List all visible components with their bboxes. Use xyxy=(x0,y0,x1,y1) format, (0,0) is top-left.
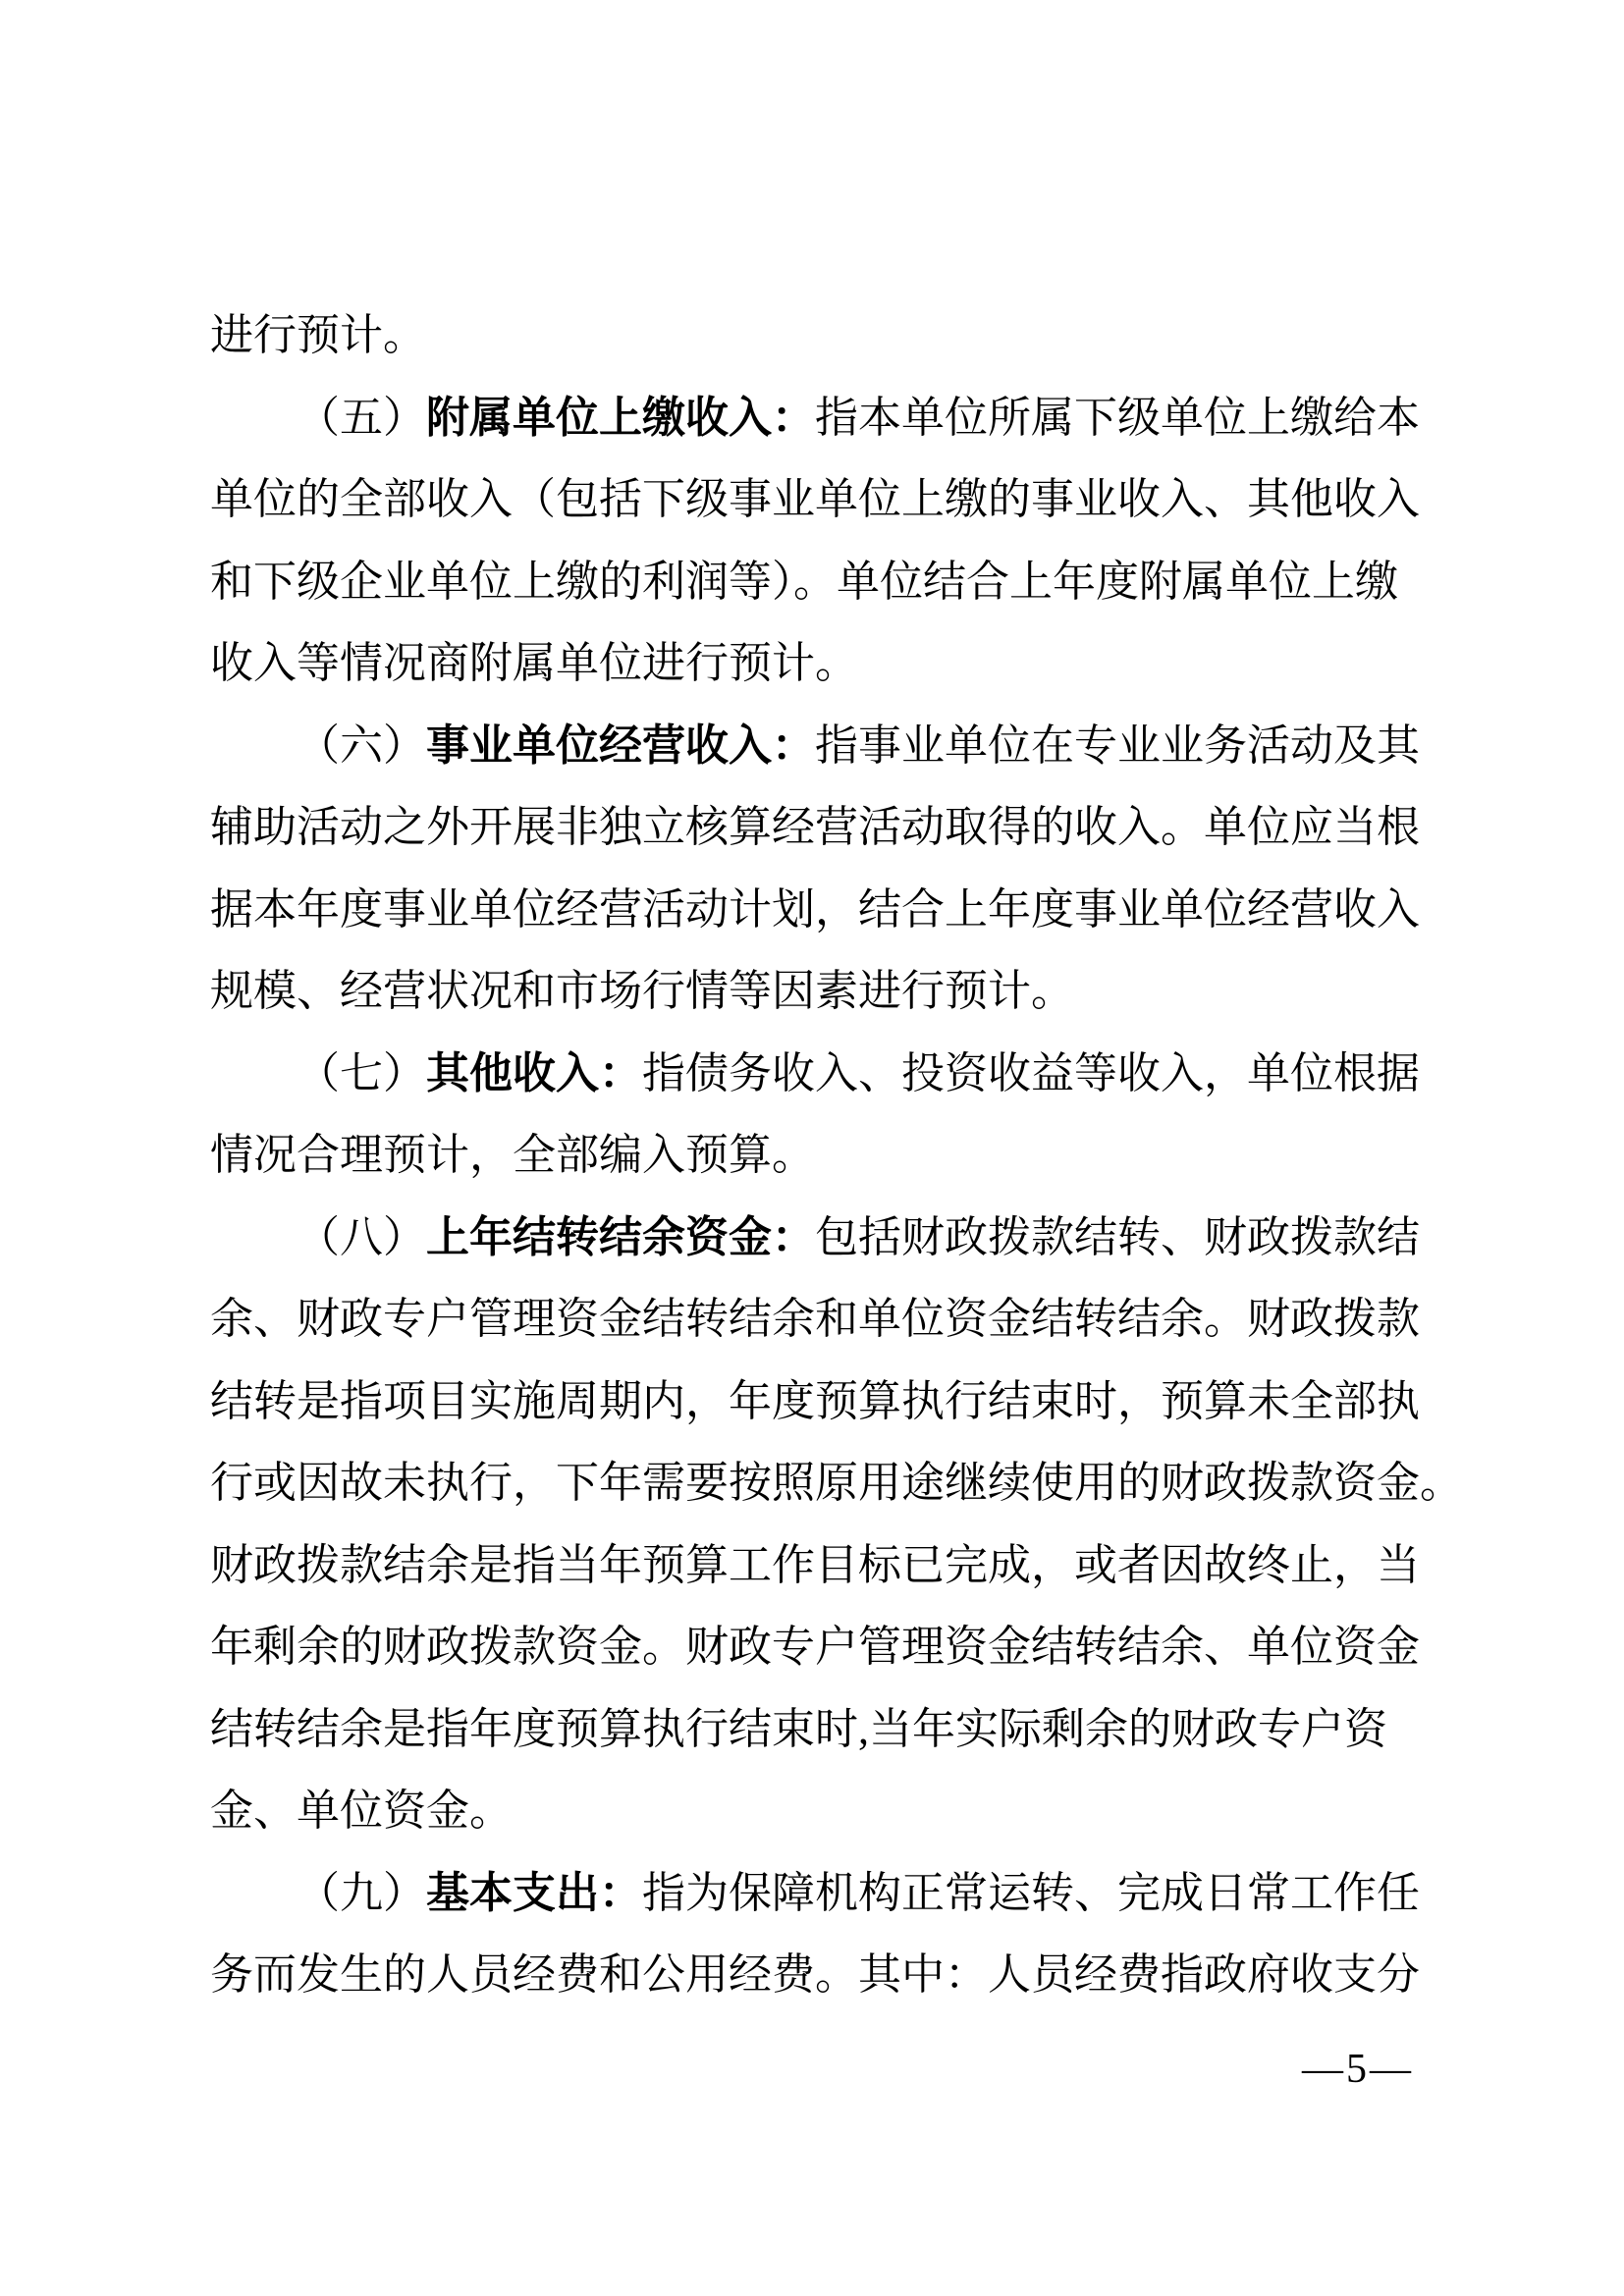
document-body xyxy=(210,294,1463,2016)
text-line xyxy=(210,1361,1437,1443)
body-text: 务而发生的人员经费和公用经费。其中：人员经费指政府收支分 xyxy=(210,1950,1420,1999)
text-line xyxy=(210,869,1437,951)
text-line xyxy=(210,1524,1437,1607)
body-text: 单位的全部收入（包括下级事业单位上缴的事业收入、其他收入 xyxy=(210,475,1420,523)
text-line xyxy=(210,1934,1437,2016)
body-text: 据本年度事业单位经营活动计划，结合上年度事业单位经营收入 xyxy=(210,884,1420,934)
text-line xyxy=(210,1688,1437,1771)
text-line xyxy=(210,1442,1463,1524)
body-text: 收入等情况商附属单位进行预计。 xyxy=(210,639,858,687)
section-heading-text: 其他收入： xyxy=(426,1048,642,1097)
text-line xyxy=(210,1278,1437,1361)
body-text: 年剩余的财政拨款资金。财政专户管理资金结转结余、单位资金 xyxy=(210,1623,1420,1671)
text-line xyxy=(210,950,1437,1033)
body-text: 情况合理预计，全部编入预算。 xyxy=(210,1131,815,1179)
body-text: 包括财政拨款结转、财政拨款结 xyxy=(815,1212,1420,1261)
body-text: （六） xyxy=(297,721,426,770)
text-line xyxy=(210,1852,1437,1935)
body-text: （七） xyxy=(297,1048,426,1097)
body-text: （五） xyxy=(297,393,426,442)
body-text: 结转结余是指年度预算执行结束时,当年实际剩余的财政专户资 xyxy=(210,1704,1387,1753)
body-text: 结转是指项目实施周期内，年度预算执行结束时，预算未全部执 xyxy=(210,1376,1420,1425)
text-line xyxy=(210,622,1437,705)
body-text: 和下级企业单位上缴的利润等）。单位结合上年度附属单位上缴 xyxy=(210,557,1398,606)
page-number: —5— xyxy=(1302,2047,1414,2092)
text-line xyxy=(210,1606,1437,1688)
body-text: 辅助活动之外开展非独立核算经营活动取得的收入。单位应当根 xyxy=(210,803,1420,851)
body-text: 行或因故未执行，下年需要按照原用途继续使用的财政拨款资金。 xyxy=(210,1459,1463,1507)
body-text: 财政拨款结余是指当年预算工作目标已完成，或者因故终止，当 xyxy=(210,1540,1420,1589)
text-line xyxy=(210,458,1437,541)
body-text: （九） xyxy=(297,1868,426,1917)
body-text: 指本单位所属下级单位上缴给本 xyxy=(815,393,1420,442)
section-heading-text: 事业单位经营收入： xyxy=(426,721,815,770)
text-line xyxy=(210,541,1437,623)
text-line xyxy=(210,786,1437,869)
text-line xyxy=(210,1197,1437,1279)
section-heading-text: 上年结转结余资金： xyxy=(426,1212,815,1261)
text-line xyxy=(210,294,1437,377)
body-text: 指事业单位在专业业务活动及其 xyxy=(815,721,1420,770)
body-text: 指为保障机构正常运转、完成日常工作任 xyxy=(642,1868,1420,1917)
text-line xyxy=(210,1114,1437,1197)
body-text: 金、单位资金。 xyxy=(210,1787,513,1835)
section-heading-text: 附属单位上缴收入： xyxy=(426,393,815,442)
body-text: （八） xyxy=(297,1212,426,1261)
text-line xyxy=(210,377,1437,459)
body-text: 进行预计。 xyxy=(210,311,426,359)
section-heading-text: 基本支出： xyxy=(426,1868,642,1917)
text-line xyxy=(210,1033,1437,1115)
text-line xyxy=(210,705,1437,787)
body-text: 指债务收入、投资收益等收入，单位根据 xyxy=(642,1048,1420,1097)
body-text: 余、财政专户管理资金结转结余和单位资金结转结余。财政拨款 xyxy=(210,1295,1420,1343)
text-line xyxy=(210,1770,1437,1852)
body-text: 规模、经营状况和市场行情等因素进行预计。 xyxy=(210,967,1074,1015)
